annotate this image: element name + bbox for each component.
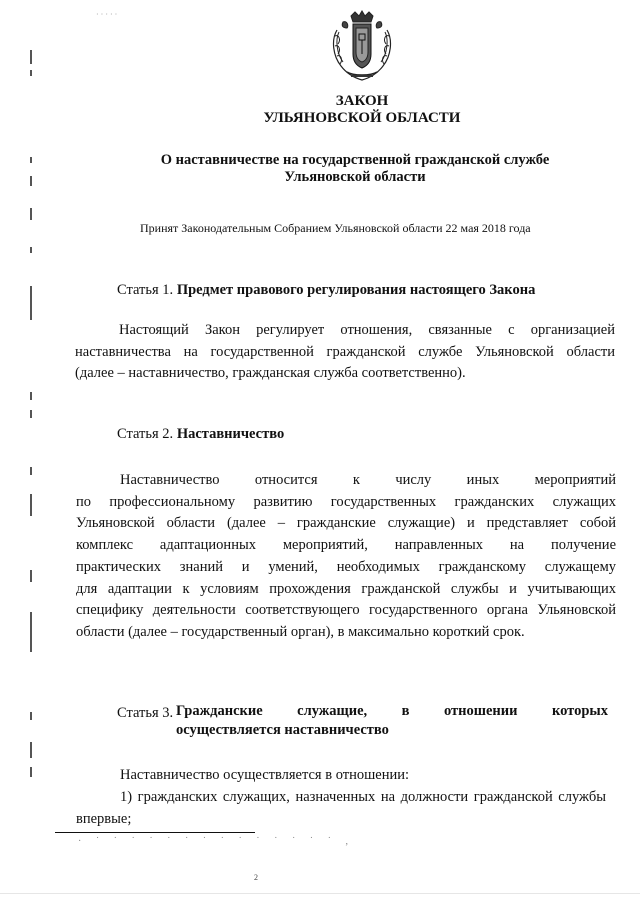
article-3-body (76, 764, 606, 830)
law-region: УЛЬЯНОВСКОЙ ОБЛАСТИ (263, 110, 461, 126)
paragraph-line: Настоящий Закон регулирует отношения, связанные с организацией (119, 322, 615, 338)
article-2-body (76, 470, 616, 644)
paragraph-line: 1) гражданских служащих, назначенных на должности гражданской службы (120, 789, 606, 805)
law-title: ЗАКОН (335, 93, 389, 109)
paragraph-line: практических знаний и умений, необходимых гражданскому служащему (76, 558, 616, 575)
law-subject-line2: Ульяновской области (284, 169, 426, 185)
scan-artifact: · ˙ ˙ ˙ ˙ ˙ ˙ ˙ ˙ ˙ ˙ ˙ ˙ ˙ ˙ , (78, 836, 354, 847)
article-title: Предмет правового регулирования настоящего Закона (176, 282, 536, 298)
paragraph-line: комплекс адаптационных мероприятий, направленных на получение (76, 537, 616, 554)
scan-edge (0, 893, 640, 906)
article-number: Статья 2. (117, 426, 174, 442)
margin-mark (30, 392, 32, 400)
adoption-note: Принят Законодательным Собранием Ульяновской области 22 мая 2018 года (140, 221, 531, 235)
margin-mark (30, 494, 32, 516)
paragraph-line: области (далее – государственный орган), в максимально короткий срок. (76, 623, 525, 640)
paragraph-line: Наставничество осуществляется в отношении: (120, 767, 410, 783)
paragraph-line: (далее – наставничество, гражданская служба соответственно). (75, 365, 466, 382)
footnote-separator (55, 832, 255, 833)
margin-mark (30, 286, 32, 320)
margin-mark (30, 767, 32, 777)
margin-mark (30, 50, 32, 64)
article-3-number (117, 705, 173, 722)
coat-of-arms-icon (329, 10, 395, 84)
article-title-line: осуществляется наставничество (176, 722, 389, 738)
margin-mark (30, 70, 32, 76)
margin-mark (30, 247, 32, 253)
article-title-line: Гражданские служащие, в отношении которых (176, 703, 608, 719)
margin-mark (30, 410, 32, 418)
margin-mark (30, 467, 32, 475)
article-3-heading (176, 702, 608, 740)
law-subject-line1: О наставничестве на государственной гражданской службе (160, 152, 550, 168)
margin-mark (30, 208, 32, 220)
margin-mark (30, 712, 32, 720)
paragraph-line: специфику деятельности соответствующего государственного органа Ульяновской (76, 602, 616, 619)
page-number: 2 (254, 873, 258, 882)
paragraph-line: для адаптации к условиям прохождения гражданской службы и учитывающих (76, 580, 616, 597)
article-number: Статья 1. (117, 282, 174, 298)
paragraph-line: впервые; (76, 811, 132, 827)
paragraph-line: наставничества на государственной гражданской службе Ульяновской области (75, 343, 615, 360)
article-number: Статья 3. (117, 705, 174, 721)
margin-mark (30, 612, 32, 652)
scan-artifact: · · · · · (96, 10, 118, 19)
paragraph-line: по профессиональному развитию государственных гражданских служащих (76, 493, 616, 510)
paragraph-line: Ульяновской области (далее – гражданские служащие) и представляет собой (76, 515, 616, 532)
article-1-heading (117, 282, 535, 299)
margin-mark (30, 742, 32, 758)
paragraph-line: Наставничество относится к числу иных мероприятий (120, 472, 616, 488)
article-1-body (75, 320, 615, 385)
article-title: Наставничество (176, 426, 285, 442)
article-2-heading (117, 426, 284, 443)
margin-mark (30, 570, 32, 582)
